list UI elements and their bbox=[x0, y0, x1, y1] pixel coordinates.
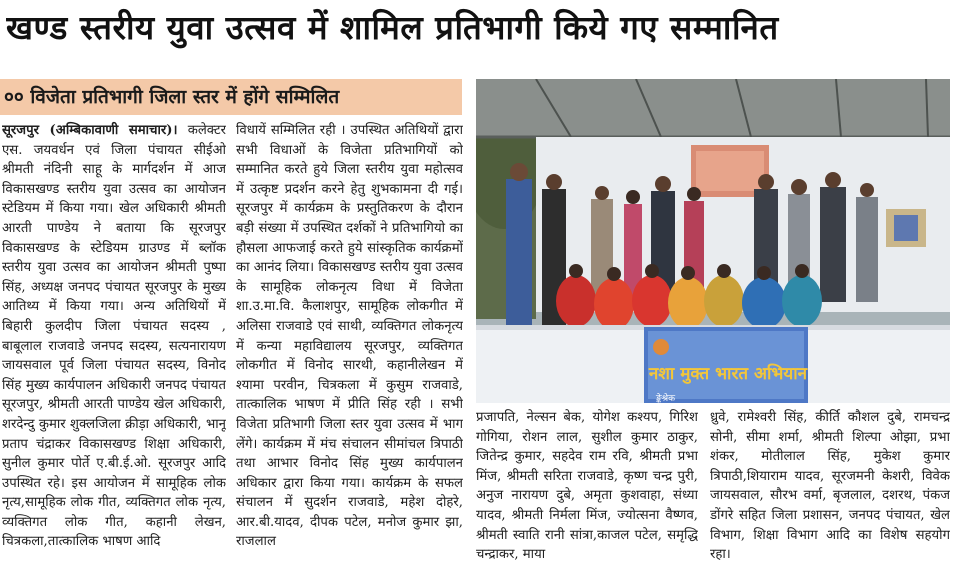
article-column-3 bbox=[476, 408, 698, 571]
column-2-text: विधायें सम्मिलित रही । उपस्थित अतिथियों द्वारा सभी विधाओं के विजेता प्रतिभागियों को सम्मानित करते हुये जिला स्तरीय युवा महोत्सव में उत्कृष्ट प्रदर्शन करने हेतु शुभकामना दी गई। सूरजपुर में कार्यक्रम के प्रस्तुतिकरण के दौरान बड़ी संख्या में उपस्थित दर्शकों ने प्रतिभागियो का हौसला आफजाई करते हुये सांस्कृतिक कार्यक्रमों का आनंद लिया। विकासखण्ड स्तरीय युवा उत्सव के सामूहिक लोकनृत्य विधा में विजेता शा.उ.मा.वि. कैलाशपुर, सामूहिक लोकगीत में अलिसा राजवाडे एवं साथी, व्यक्तिगत लोकनृत्य में कन्या महाविद्यालय सूरजपुर, व्यक्तिगत लोकगीत में विनोद सारथी, कहानीलेखन में श्यामा परवीन, चित्रकला में कुसुम राजवाडे, तात्कालिक भाषण में प्रीति सिंह रही । सभी विजेता प्रतिभागी जिला स्तर युवा उत्सव में भाग लेंगे। कार्यक्रम में मंच संचालन सीमांचल त्रिपाठी तथा आभार विनोद सिंह मुख्य कार्यपालन अधिकार द्वारा किया गया। कार्यक्रम के सफल संचालन में सुदर्शन राजवाडे, महेश दोहरे, आर.बी.यादव, दीपक पटेल, मनोज कुमार झा, राजलाल bbox=[236, 123, 463, 550]
article-column-1 bbox=[2, 121, 226, 571]
column-3-text: प्रजापति, नेल्सन बेक, योगेश कश्यप, गिरिश गोगिया, रोशन लाल, सुशील कुमार ठाकुर, जितेन्द्र कुमार, सहदेव राम रवि, श्रीमती प्रभा मिंज, श्रीमती सरिता राजवाडे, कृष्ण चन्द्र पुरी, अनुज नारायण दुबे, अमृता कुशवाहा, संध्या यादव, श्रीमती निर्मला मिंज, ज्योत्सना वैष्णव, श्रीमती स्वाति रानी सांत्रा,काजल पटेल, समृद्धि चन्द्राकर, माया bbox=[476, 410, 698, 563]
headline: खण्ड स्तरीय युवा उत्सव में शामिल प्रतिभागी किये गए सम्मानित bbox=[6, 8, 779, 47]
subheadline: ०० विजेता प्रतिभागी जिला स्तर में होंगे सम्मिलित bbox=[0, 79, 462, 115]
event-photo bbox=[476, 79, 950, 403]
article-column-4 bbox=[710, 408, 950, 571]
column-1-text: कलेक्टर एस. जयवर्धन एवं जिला पंचायत सीईओ श्रीमती नंदिनी साहू के मार्गदर्शन में आज विकासखण्ड स्तरीय युवा उत्सव का आयोजन स्टेडियम में किया गया। खेल अधिकारी श्रीमती आरती पाण्डेय ने बताया कि सूरजपुर विकासखण्ड के स्टेडियम ग्राउण्ड में ब्लॉक स्तरीय युवा उत्सव का आयोजन श्रीमती पुष्पा सिंह, अध्यक्ष जनपद पंचायत सूरजपुर के मुख्य आतिथ्य में किया गया। अन्य अतिथियों में बिहारी कुलदीप जिला पंचायत सदस्य , बाबूलाल राजवाडे जनपद सदस्य, सत्यनारायण जायसवाल पूर्व जिला पंचायत सदस्य, विनोद सिंह मुख्य कार्यपालन अधिकारी जनपद पंचायत सूरजपुर, श्रीमती आरती पाण्डेय खेल अधिकारी, शरदेन्दु कुमार शुक्लजिला क्रीड़ा अधिकारी, भानू प्रताप चंद्राकर विकासखण्ड शिक्षा अधिकारी, सुनील कुमार पोर्ते ए.बी.ई.ओ. सूरजपुर आदि उपस्थित रहे। इस आयोजन में सामूहिक लोक नृत्य,सामूहिक लोक गीत, व्यक्तिगत लोक नृत्य, व्यक्तिगत लोक गीत, कहानी लेखन, चित्रकला,तात्कालिक भाषण आदि bbox=[2, 123, 226, 550]
column-4-text: ध्रुवे, रामेश्वरी सिंह, कीर्ति कौशल दुबे, रामचन्द्र सोनी, सीमा शर्मा, श्रीमती शिल्पा ओझा, प्रभा शंकर, मोतीलाल सिंह, मुकेश कुमार त्रिपाठी,शियाराम यादव, सूरजमनी केशरी, विवेक जायसवाल, सौरभ वर्मा, बृजलाल, दशरथ, पंकज डोंगरे सहित जिला प्रशासन, जनपद पंचायत, खेल विभाग, शिक्षा विभाग आदि का विशेष सहयोग रहा। bbox=[710, 410, 950, 563]
dateline: सूरजपुर (अम्बिकावाणी समाचार)। bbox=[2, 123, 178, 138]
stage-banner-text: नशा मुक्त भारत अभियान bbox=[648, 364, 808, 384]
stage-banner-subtext: ङ्केश्रेक bbox=[656, 394, 675, 403]
article-column-2 bbox=[236, 121, 463, 571]
